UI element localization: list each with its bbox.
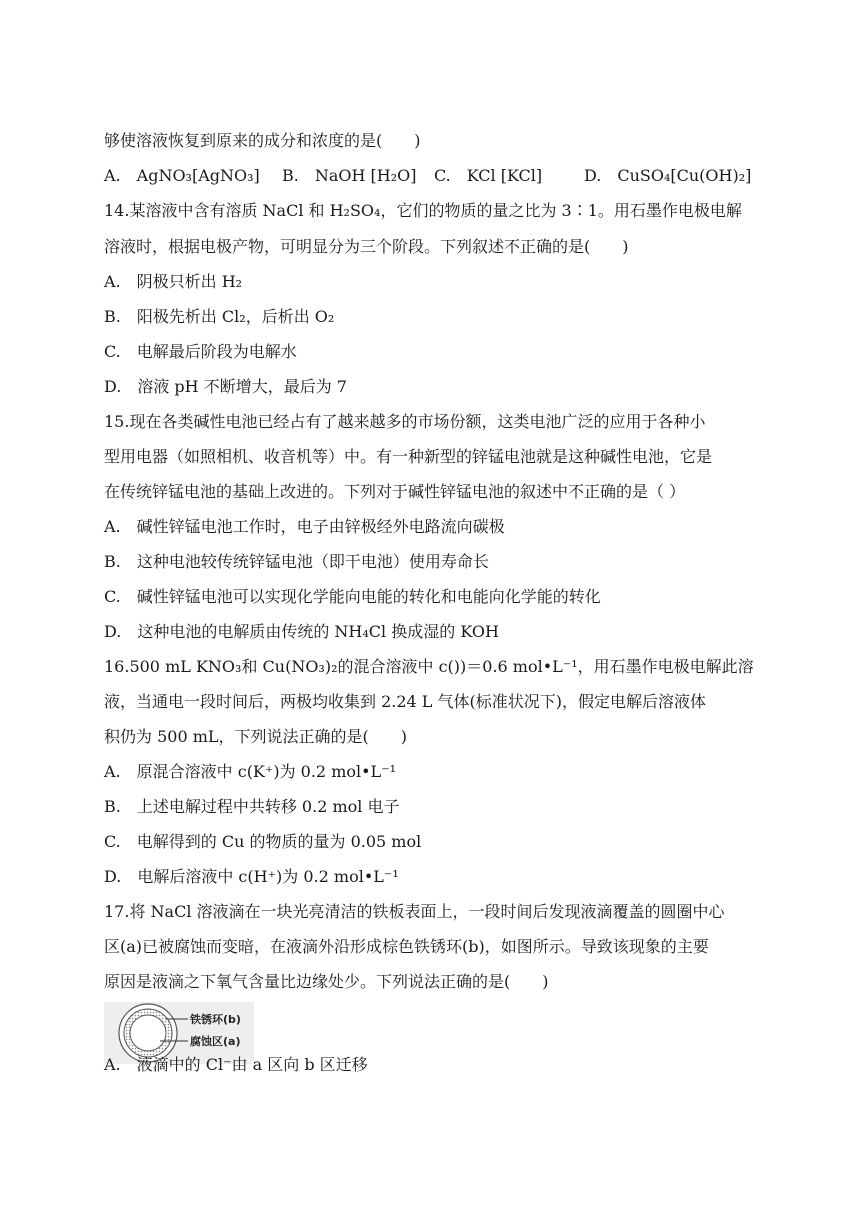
q16-option-c: C. 电解得到的 Cu 的物质的量为 0.05 mol bbox=[104, 832, 422, 851]
q13-option-d: D. CuSO₄[Cu(OH)₂] bbox=[584, 166, 752, 185]
q15-option-b: B. 这种电池较传统锌锰电池（即干电池）使用寿命长 bbox=[104, 552, 489, 571]
corrosion-zone-label: 腐蚀区(a) bbox=[190, 1035, 241, 1048]
q17-stem-line-3: 原因是液滴之下氧气含量比边缘处少。下列说法正确的是( ) bbox=[104, 972, 549, 991]
q17-option-a: A. 液滴中的 Cl⁻由 a 区向 b 区迁移 bbox=[104, 1055, 368, 1074]
q16-option-b: B. 上述电解过程中共转移 0.2 mol 电子 bbox=[104, 797, 400, 816]
q15-option-d: D. 这种电池的电解质由传统的 NH₄Cl 换成湿的 KOH bbox=[104, 622, 499, 641]
q15-stem-line-3: 在传统锌锰电池的基础上改进的。下列对于碱性锌锰电池的叙述中不正确的是（ ） bbox=[104, 482, 686, 501]
q17-stem-line-2: 区(a)已被腐蚀而变暗，在液滴外沿形成棕色铁锈环(b)，如图所示。导致该现象的主要 bbox=[104, 937, 709, 956]
q16-option-d: D. 电解后溶液中 c(H⁺)为 0.2 mol•L⁻¹ bbox=[104, 867, 399, 886]
q14-option-b: B. 阳极先析出 Cl₂，后析出 O₂ bbox=[104, 307, 335, 326]
q15-option-a: A. 碱性锌锰电池工作时，电子由锌极经外电路流向碳极 bbox=[104, 517, 505, 536]
corrosion-zone bbox=[130, 1015, 166, 1051]
q13-option-c: C. KCl [KCl] bbox=[434, 166, 543, 185]
q16-stem-line-1: 16.500 mL KNO₃和 Cu(NO₃)₂的混合溶液中 c())＝0.6 mol•L⁻¹，用石墨作电极电解此溶 bbox=[104, 657, 754, 676]
q17-stem-line-1: 17.将 NaCl 溶液滴在一块光亮清洁的铁板表面上，一段时间后发现液滴覆盖的圆圈中心 bbox=[104, 902, 725, 921]
q14-stem-line-1: 14.某溶液中含有溶质 NaCl 和 H₂SO₄，它们的物质的量之比为 3∶1。用石墨作电极电解 bbox=[104, 201, 742, 220]
q14-stem-line-2: 溶液时，根据电极产物，可明显分为三个阶段。下列叙述不正确的是( ) bbox=[104, 237, 629, 256]
q16-stem-line-2: 液，当通电一段时间后，两极均收集到 2.24 L 气体(标准状况下)，假定电解后溶液体 bbox=[104, 692, 706, 711]
q14-option-a: A. 阴极只析出 H₂ bbox=[104, 272, 243, 291]
q13-option-a: A. AgNO₃[AgNO₃] bbox=[104, 166, 260, 185]
q15-option-c: C. 碱性锌锰电池可以实现化学能向电能的转化和电能向化学能的转化 bbox=[104, 587, 601, 606]
q14-option-c: C. 电解最后阶段为电解水 bbox=[104, 342, 297, 361]
q15-stem-line-1: 15.现在各类碱性电池已经占有了越来越多的市场份额，这类电池广泛的应用于各种小 bbox=[104, 412, 706, 431]
q15-stem-line-2: 型用电器（如照相机、收音机等）中。有一种新型的锌锰电池就是这种碱性电池，它是 bbox=[104, 447, 713, 466]
q14-option-d: D. 溶液 pH 不断增大，最后为 7 bbox=[104, 377, 347, 396]
rust-ring-label: 铁锈环(b) bbox=[190, 1013, 241, 1026]
q16-option-a: A. 原混合溶液中 c(K⁺)为 0.2 mol•L⁻¹ bbox=[104, 762, 397, 781]
q16-stem-line-3: 积仍为 500 mL，下列说法正确的是( ) bbox=[104, 727, 407, 746]
q13-option-b: B. NaOH [H₂O] bbox=[282, 166, 417, 185]
q13-stem-tail: 够使溶液恢复到原来的成分和浓度的是( ) bbox=[104, 131, 421, 150]
